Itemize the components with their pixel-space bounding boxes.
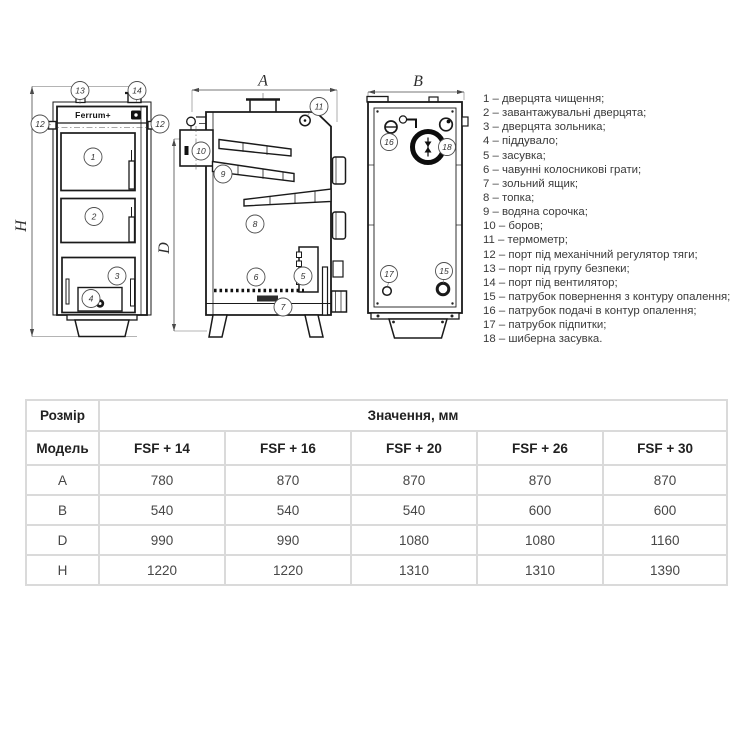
cell: 540 [99,495,225,525]
svg-text:6: 6 [253,272,259,282]
legend-item: 5 – засувка; [483,149,546,162]
rear-flange-upper [333,261,343,277]
model-col: FSF + 20 [351,431,477,465]
svg-text:9: 9 [220,169,226,179]
top-right-port [440,118,453,131]
legend-item: 17 – патрубок підпитки; [483,319,607,332]
cell: 1310 [477,555,603,585]
size-header: Розмір [26,400,99,431]
legend-item: 6 – чавунні колосникові грати; [483,163,642,176]
back-pedestal [389,319,447,338]
callout-8 [246,215,264,233]
svg-text:5: 5 [300,271,306,281]
brand-logo: Ferrum+ [75,110,111,120]
cell: 990 [99,525,225,555]
technical-drawing [0,55,480,355]
svg-text:13: 13 [75,85,85,96]
callout-12-left [31,115,51,133]
dim-label-b: B [413,73,423,90]
svg-text:18: 18 [442,142,452,152]
parts-legend [483,92,747,347]
cell: 1080 [351,525,477,555]
dimensions-table-wrap [25,399,727,586]
callout-4 [82,290,100,308]
svg-text:4: 4 [88,293,94,304]
rear-duct-bar [323,267,328,315]
row-label: A [26,465,99,495]
cell: 1080 [477,525,603,555]
bolt [451,302,453,304]
legend-item: 14 – порт під вентилятор; [483,276,618,289]
svg-text:16: 16 [384,137,394,147]
svg-text:11: 11 [314,101,324,112]
loading-door-latch [129,217,135,242]
small-valve [399,116,406,123]
svg-text:7: 7 [280,302,286,312]
table-row [26,495,727,525]
legend-item: 10 – боров; [483,220,544,233]
back-base-plate [371,313,459,319]
legend-item: 13 – порт під групу безпеки; [483,262,630,275]
bolt [377,315,380,318]
svg-text:10: 10 [196,146,206,156]
port-notch [447,120,451,124]
row-label: H [26,555,99,585]
svg-text:15: 15 [439,266,449,276]
cell: 1160 [603,525,727,555]
callout-12-right [151,115,169,133]
dim-label-a: A [258,72,268,90]
callout-18 [439,139,456,156]
cell: 540 [225,495,351,525]
cell: 870 [351,465,477,495]
svg-text:17: 17 [384,269,394,279]
flue-damper-tab [185,146,189,155]
legend-item: 16 – патрубок подачі в контур опалення; [483,305,697,318]
makeup-water-port [383,287,392,296]
row-label: B [26,495,99,525]
side-door-channel-lower [333,212,346,239]
svg-text:12: 12 [35,119,45,129]
legend-item: 2 – завантажувальні дверцята; [483,107,647,120]
return-pipe-port [437,283,449,295]
side-door-channel-upper [333,157,346,184]
callout-5 [294,267,312,285]
legend-item: 9 – водяна сорочка; [483,206,588,219]
cell: 1220 [99,555,225,585]
water-outlet-collar [250,100,276,114]
cell: 540 [351,495,477,525]
callout-13 [71,82,89,105]
callout-9 [214,165,232,183]
model-col: FSF + 26 [477,431,603,465]
legend-item: 7 – зольний ящик; [483,177,578,190]
svg-text:8: 8 [252,219,258,229]
front-view [13,82,169,337]
bolt [451,110,453,112]
svg-text:12: 12 [155,119,165,129]
flue-valve [187,117,196,126]
ash-drawer-handle [257,296,278,302]
callout-2 [85,208,103,226]
legend-item: 1 – дверцята чищення; [483,93,605,105]
boiler-back-body [368,102,462,313]
draft-regulator-port-left [49,122,57,130]
table-row [26,555,727,585]
callout-10 [192,142,210,160]
ash-door-latch [131,279,135,306]
bolt [392,321,395,324]
cell: 870 [477,465,603,495]
cell: 780 [99,465,225,495]
svg-text:1: 1 [90,152,96,162]
table-row [26,465,727,495]
cell: 990 [225,525,351,555]
bolt [376,302,378,304]
svg-text:3: 3 [114,271,120,281]
cell: 1310 [351,555,477,585]
ash-door-hinge [66,279,69,304]
dimensions-table [25,399,728,586]
cleaning-door-latch [129,161,135,189]
dim-label-h: H [13,220,30,232]
thermometer-pin [304,119,307,122]
front-pedestal [75,320,129,337]
cell: 600 [477,495,603,525]
callout-16 [381,134,398,151]
callout-6 [247,268,265,286]
side-leg-left [209,315,227,337]
dim-label-d: D [156,242,173,254]
model-header: Модель [26,431,99,465]
table-row [26,525,727,555]
dimension-d [156,139,207,331]
brand-logo-dot [134,113,137,116]
side-tab [462,117,468,126]
model-col: FSF + 14 [99,431,225,465]
cell: 1220 [225,555,351,585]
legend-item: 18 – шиберна засувка. [483,333,603,346]
legend-item: 11 – термометр; [483,234,568,247]
value-header: Значення, мм [99,400,727,431]
legend-item: 15 – патрубок повернення з контуру опалення; [483,290,731,303]
callout-1 [84,148,102,166]
callout-7 [274,298,292,316]
bolt [441,321,444,324]
cell: 600 [603,495,727,525]
model-col: FSF + 30 [603,431,727,465]
legend-item: 12 – порт під механічний регулятор тяги; [483,248,698,261]
svg-text:14: 14 [132,85,142,96]
model-col: FSF + 16 [225,431,351,465]
row-label: D [26,525,99,555]
cell: 1390 [603,555,727,585]
cell: 870 [603,465,727,495]
side-leg-right [305,315,323,337]
legend-item: 3 – дверцята зольника; [483,121,606,134]
rear-flange-lower [332,291,347,312]
svg-text:2: 2 [91,211,97,222]
bolt [376,110,378,112]
legend-item: 8 – топка; [483,191,535,204]
side-view [156,73,347,338]
back-view [367,73,468,338]
bolt [451,315,454,318]
legend-item: 4 – піддувало; [483,135,559,148]
cell: 870 [225,465,351,495]
callout-3 [108,267,126,285]
